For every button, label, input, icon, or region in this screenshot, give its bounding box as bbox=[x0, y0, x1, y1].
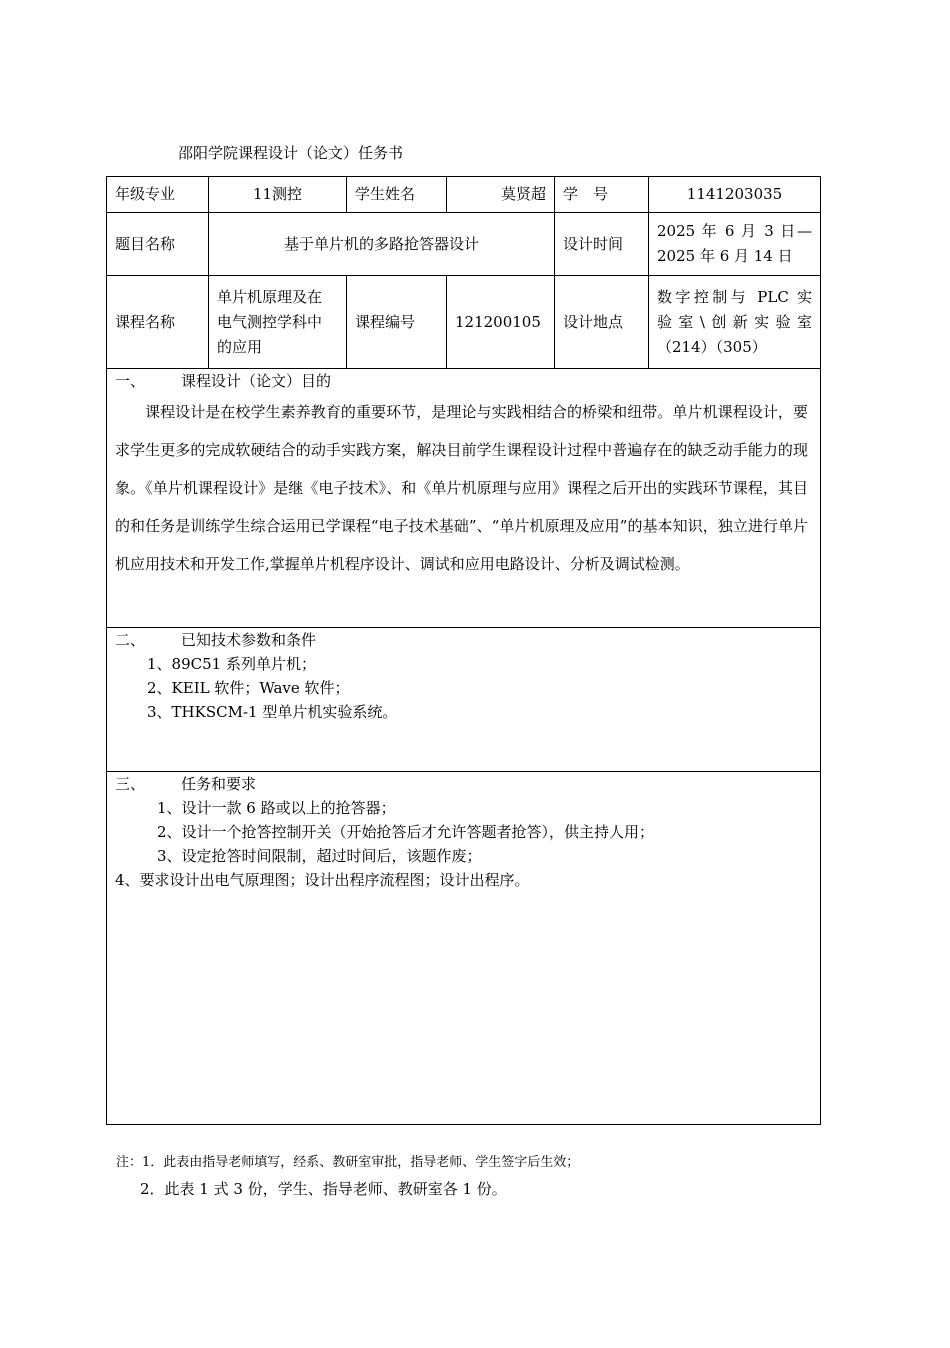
place-label: 设计地点 bbox=[555, 276, 649, 369]
row-course bbox=[107, 276, 821, 369]
place-line-2: 验室\创新实验室 bbox=[657, 312, 812, 331]
id-value: 1141203035 bbox=[649, 177, 821, 213]
course-line-1: 单片机原理及在 bbox=[217, 287, 323, 306]
section-1-body: 课程设计是在校学生素养教育的重要环节，是理论与实践相结合的桥梁和纽带。单片机课程设计，要求学生更多的完成软硬结合的动手实践方案，解决目前学生课程设计过程中普遍存在的缺乏动手能力的现象。《单片机课程设计》是继《电子技术》、和《单片机原理与应用》课程之后开出的实践环节课程，其目的和任务是训练学生综合运用已学课程“电子技术基础”、“单片机原理及应用”的基本知识，独立进行单片机应用技术和开发工作,掌握单片机程序设计、调试和应用电路设计、分析及调试检测。 bbox=[115, 403, 808, 573]
footnotes bbox=[116, 1154, 579, 1200]
grade-value: 11测控 bbox=[209, 177, 347, 213]
id-label: 学 号 bbox=[555, 177, 649, 213]
document-title: 邵阳学院课程设计（论文）任务书 bbox=[178, 144, 404, 162]
note-line-1: 注：1．此表由指导老师填写，经系、教研室审批，指导老师、学生签字后生效； bbox=[116, 1155, 580, 1170]
section-1-title: 课程设计（论文）目的 bbox=[181, 372, 332, 390]
row-grade bbox=[107, 177, 821, 213]
section-purpose bbox=[107, 369, 821, 628]
requirement-item-2: 2、设计一个抢答控制开关（开始抢答后才允许答题者抢答），供主持人用； bbox=[157, 823, 655, 841]
section-2-heading bbox=[115, 628, 812, 652]
time-line-1: 2025 年 6 月 3 日— bbox=[657, 222, 812, 240]
course-label: 课程名称 bbox=[107, 276, 209, 369]
topic-value: 基于单片机的多路抢答器设计 bbox=[209, 213, 555, 276]
row-section-3 bbox=[107, 772, 821, 1125]
section-conditions bbox=[107, 628, 821, 772]
course-line-2: 电气测控学科中 bbox=[217, 312, 323, 331]
section-3-heading bbox=[115, 772, 812, 796]
task-form-table bbox=[106, 176, 821, 1125]
course-value bbox=[209, 276, 347, 369]
section-1-heading bbox=[115, 369, 812, 393]
section-2-title: 已知技术参数和条件 bbox=[181, 631, 317, 649]
place-line-1: 数字控制与 PLC 实 bbox=[657, 287, 812, 306]
condition-item-3: 3、THKSCM-1 型单片机实验系统。 bbox=[147, 703, 398, 721]
grade-label: 年级专业 bbox=[107, 177, 209, 213]
section-2-number: 二、 bbox=[115, 631, 146, 649]
place-line-3: （214）（305） bbox=[657, 337, 767, 356]
time-line-2: 2025 年 6 月 14 日 bbox=[657, 247, 793, 265]
note-line-2: 2．此表 1 式 3 份，学生、指导老师、教研室各 1 份。 bbox=[140, 1180, 507, 1198]
time-label: 设计时间 bbox=[555, 213, 649, 276]
condition-item-1: 1、89C51 系列单片机； bbox=[147, 655, 316, 673]
row-topic bbox=[107, 213, 821, 276]
section-requirements bbox=[107, 772, 821, 1125]
topic-label: 题目名称 bbox=[107, 213, 209, 276]
requirement-item-4: 4、要求设计出电气原理图；设计出程序流程图；设计出程序。 bbox=[115, 871, 530, 889]
section-1-number: 一、 bbox=[115, 372, 146, 390]
requirement-item-1: 1、设计一款 6 路或以上的抢答器； bbox=[157, 799, 396, 817]
student-label: 学生姓名 bbox=[347, 177, 447, 213]
row-section-2 bbox=[107, 628, 821, 772]
course-line-3: 的应用 bbox=[217, 337, 263, 356]
section-3-title: 任务和要求 bbox=[181, 775, 257, 793]
student-value: 莫贤超 bbox=[447, 177, 555, 213]
requirement-item-3: 3、设定抢答时间限制，超过时间后，该题作废； bbox=[157, 847, 482, 865]
time-value bbox=[649, 213, 821, 276]
code-value: 121200105 bbox=[447, 276, 555, 369]
condition-item-2: 2、KEIL 软件；Wave 软件； bbox=[147, 679, 350, 697]
section-3-number: 三、 bbox=[115, 775, 146, 793]
place-value bbox=[649, 276, 821, 369]
row-section-1 bbox=[107, 369, 821, 628]
code-label: 课程编号 bbox=[347, 276, 447, 369]
